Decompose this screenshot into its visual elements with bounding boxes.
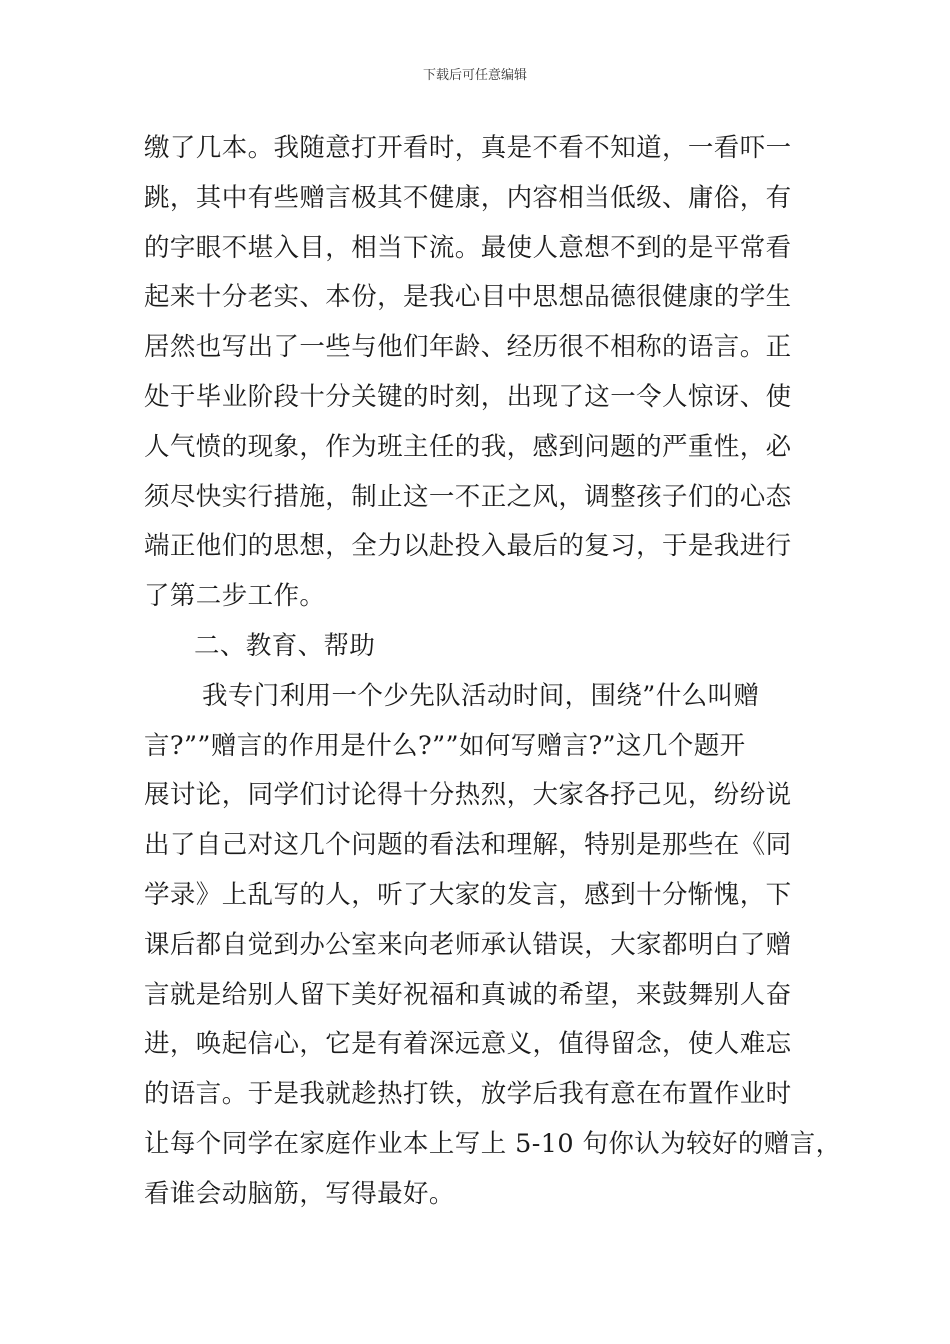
paragraph-first-line: 我专门利用一个少先队活动时间，围绕”什么叫赠 (202, 680, 760, 711)
text-line: 人气愤的现象，作为班主任的我，感到问题的严重性，必 (144, 431, 792, 462)
text-line: 的字眼不堪入目，相当下流。最使人意想不到的是平常看 (144, 232, 792, 263)
text-line: 处于毕业阶段十分关键的时刻，出现了这一令人惊讶、使 (144, 381, 792, 412)
text-line: 让每个同学在家庭作业本上写上 5-10 句你认为较好的赠言， (144, 1128, 842, 1159)
text-line: 出了自己对这几个问题的看法和理解，特别是那些在《同 (144, 830, 792, 861)
text-line: 言?””赠言的作用是什么?””如何写赠言?”这几个题开 (144, 730, 746, 761)
section-heading: 二、教育、帮助 (194, 630, 376, 661)
text-line: 跳，其中有些赠言极其不健康，内容相当低级、庸俗，有 (144, 182, 792, 213)
text-line: 进，唤起信心，它是有着深远意义，值得留念，使人难忘 (144, 1029, 792, 1060)
text-line: 课后都自觉到办公室来向老师承认错误，大家都明白了赠 (144, 929, 792, 960)
text-line: 须尽快实行措施，制止这一不正之风，调整孩子们的心态 (144, 481, 792, 512)
text-line: 学录》上乱写的人，听了大家的发言，感到十分惭愧，下 (144, 879, 792, 910)
text-line: 居然也写出了一些与他们年龄、经历很不相称的语言。正 (144, 332, 792, 363)
text-line: 端正他们的思想，全力以赴投入最后的复习，于是我进行 (144, 531, 792, 562)
text-line: 看谁会动脑筋，写得最好。 (144, 1178, 455, 1209)
text-line: 缴了几本。我随意打开看时，真是不看不知道，一看吓一 (144, 133, 792, 163)
document-body (144, 124, 842, 1220)
page-header: 下载后可任意编辑 (422, 68, 527, 83)
text-line: 展讨论，同学们讨论得十分热烈，大家各抒己见，纷纷说 (144, 780, 792, 811)
text-line: 的语言。于是我就趁热打铁，放学后我有意在布置作业时 (144, 1079, 792, 1110)
text-line: 了第二步工作。 (144, 581, 326, 612)
text-line: 言就是给别人留下美好祝福和真诚的希望，来鼓舞别人奋 (144, 979, 792, 1010)
text-line: 起来十分老实、本份，是我心目中思想品德很健康的学生 (144, 282, 792, 313)
